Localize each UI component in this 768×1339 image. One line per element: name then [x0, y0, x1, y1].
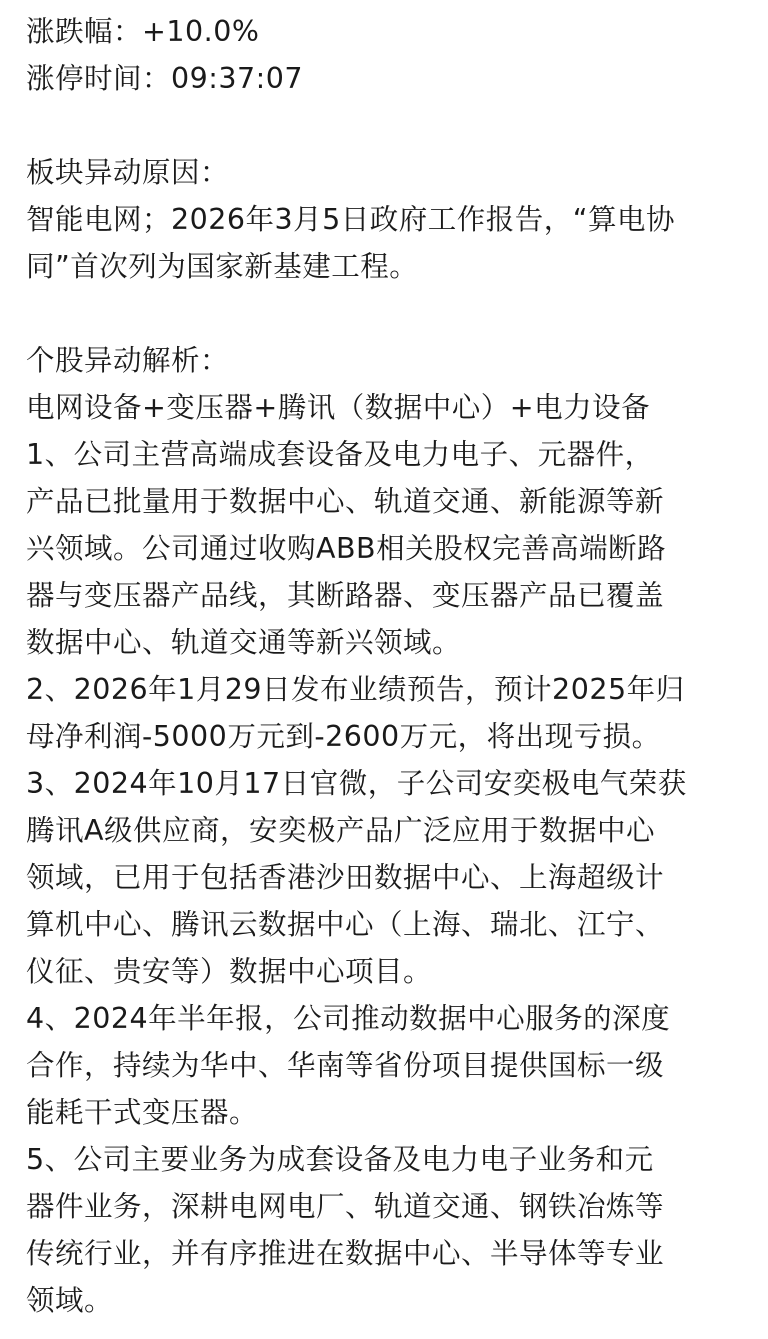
analysis-line: 5、公司主要业务为成套设备及电力电子业务和元 [26, 1143, 654, 1176]
analysis-line: 器件业务，深耕电网电厂、轨道交通、钢铁冶炼等 [26, 1190, 665, 1223]
change-percent-line: 涨跌幅：+10.0% [26, 15, 260, 48]
analysis-line: 领域。 [26, 1284, 114, 1317]
analysis-line: 算机中心、腾讯云数据中心（上海、瑞北、江宁、 [26, 908, 665, 941]
analysis-item-5 [26, 1136, 746, 1324]
analysis-line: 2、2026年1月29日发布业绩预告，预计2025年归 [26, 673, 685, 706]
analysis-line: 器与变压器产品线，其断路器、变压器产品已覆盖 [26, 579, 665, 612]
sector-reason-line: 智能电网；2026年3月5日政府工作报告，“算电协 [26, 203, 676, 236]
analysis-item-4 [26, 995, 746, 1136]
analysis-line: 领域，已用于包括香港沙田数据中心、上海超级计 [26, 861, 665, 894]
analysis-line: 兴领域。公司通过收购ABB相关股权完善高端断路 [26, 532, 667, 565]
analysis-line: 1、公司主营高端成套设备及电力电子、元器件， [26, 438, 654, 471]
sector-heading: 板块异动原因： [26, 156, 230, 189]
spacer [26, 102, 746, 149]
analysis-item-3 [26, 760, 746, 995]
analysis-item-1 [26, 431, 746, 666]
stock-tags-line: 电网设备+变压器+腾讯（数据中心）+电力设备 [26, 391, 651, 424]
stock-heading: 个股异动解析： [26, 344, 230, 377]
analysis-line: 腾讯A级供应商，安奕极产品广泛应用于数据中心 [26, 814, 655, 847]
analysis-line: 能耗干式变压器。 [26, 1096, 259, 1129]
analysis-line: 传统行业，并有序推进在数据中心、半导体等专业 [26, 1237, 665, 1270]
sector-reason-line: 同”首次列为国家新基建工程。 [26, 250, 419, 283]
analysis-line: 4、2024年半年报，公司推动数据中心服务的深度 [26, 1002, 671, 1035]
spacer [26, 290, 746, 337]
analysis-line: 仪征、贵安等）数据中心项目。 [26, 955, 433, 988]
analysis-item-2 [26, 666, 746, 760]
limit-up-time-line: 涨停时间：09:37:07 [26, 62, 303, 95]
analysis-line: 3、2024年10月17日官微，子公司安奕极电气荣获 [26, 767, 687, 800]
article-body [26, 8, 746, 1324]
analysis-line: 母净利润-5000万元到-2600万元，将出现亏损。 [26, 720, 661, 753]
analysis-line: 产品已批量用于数据中心、轨道交通、新能源等新 [26, 485, 665, 518]
analysis-line: 合作，持续为华中、华南等省份项目提供国标一级 [26, 1049, 665, 1082]
analysis-line: 数据中心、轨道交通等新兴领域。 [26, 626, 462, 659]
